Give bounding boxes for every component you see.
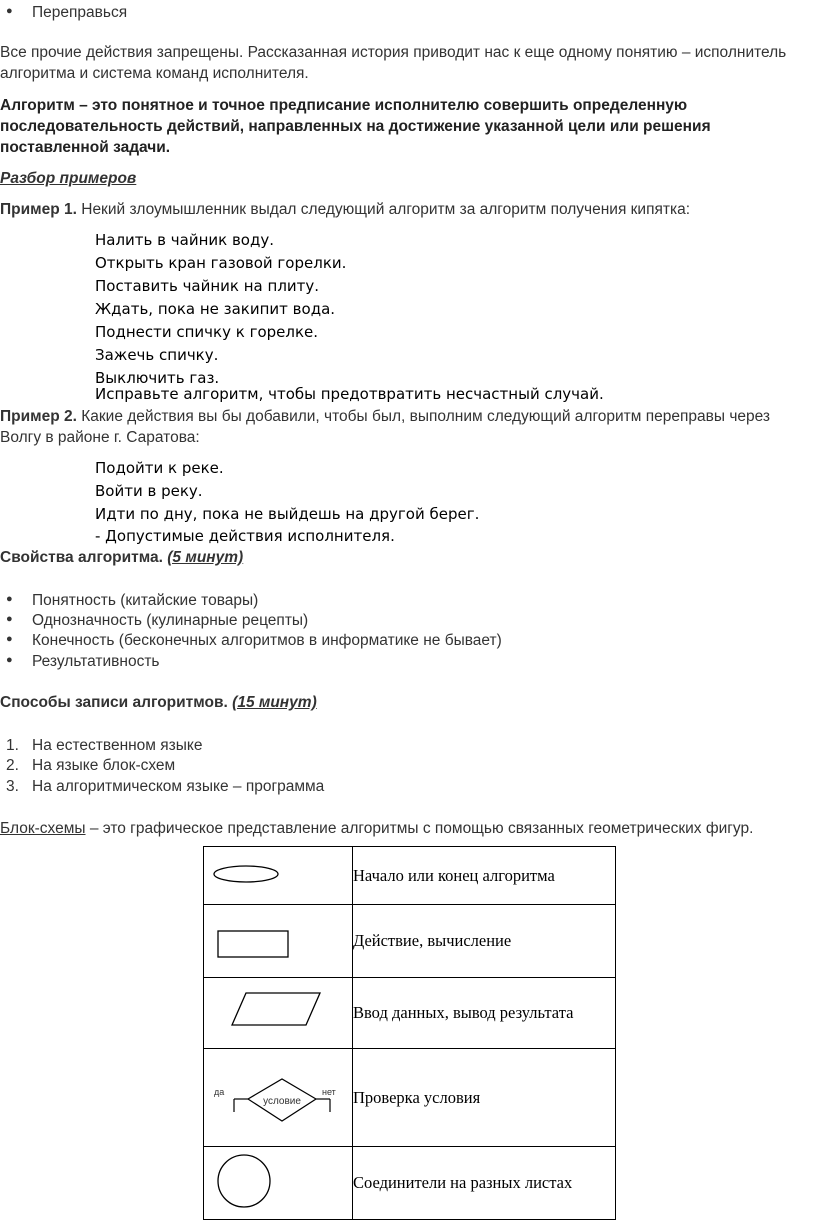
flowchart-definition <box>0 818 753 839</box>
properties-heading <box>0 547 243 568</box>
ellipse-shape-icon <box>204 847 352 899</box>
example1-step: Налить в чайник воду. <box>95 231 274 249</box>
notation-heading <box>0 692 317 713</box>
notation-time: (15 минут) <box>232 694 317 711</box>
bullet-dot: ● <box>6 654 13 666</box>
table-row <box>204 978 616 1049</box>
example2-label: Пример 2. <box>0 408 77 425</box>
shape-description: Начало или конец алгоритма <box>353 847 616 905</box>
examples-heading <box>0 168 136 189</box>
list-number: 1. <box>6 737 19 754</box>
property-item: Конечность (бесконечных алгоритмов в информатике не бывает) <box>32 632 502 649</box>
table-row <box>204 847 616 905</box>
parallelogram-shape-icon <box>204 978 352 1043</box>
example2-step: Подойти к реке. <box>95 459 224 477</box>
properties-heading-text: Свойства алгоритма. <box>0 549 163 566</box>
notation-item: На языке блок-схем <box>32 757 176 774</box>
example1-task: Исправьте алгоритм, чтобы предотвратить несчастный случай. <box>95 385 604 403</box>
example2-step: Идти по дну, пока не выйдешь на другой берег. <box>95 505 480 523</box>
shape-cell <box>204 847 353 905</box>
shape-description: Ввод данных, вывод результата <box>353 978 616 1049</box>
shape-cell <box>204 905 353 978</box>
example1-text: Некий злоумышленник выдал следующий алгоритм за алгоритм получения кипятка: <box>76 201 691 218</box>
bullet-dot: ● <box>6 613 13 625</box>
intro-paragraph: Все прочие действия запрещены. Рассказанная история приводит нас к еще одному понятию – исполнитель алгоритма и система команд исполнителя. <box>0 44 787 82</box>
notation-heading-text: Способы записи алгоритмов. <box>0 694 228 711</box>
flowchart-term: Блок-схемы <box>0 820 86 837</box>
properties-time: (5 минут) <box>167 549 244 566</box>
shape-cell <box>204 978 353 1049</box>
example1-label: Пример 1. <box>0 201 77 218</box>
flowchart-rest: – это графическое представление алгоритмы с помощью связанных геометрических фигур. <box>85 820 754 837</box>
bullet-dot: ● <box>6 593 13 605</box>
table-row <box>204 1049 616 1147</box>
shape-cell <box>204 1147 353 1220</box>
no-label: нет <box>322 1087 336 1097</box>
example1-step: Открыть кран газовой горелки. <box>95 254 347 272</box>
shape-description: Соединители на разных листах <box>353 1147 616 1220</box>
bullet-dot: ● <box>6 633 13 645</box>
example1-step: Поднести спичку к горелке. <box>95 323 319 341</box>
decision-diamond-icon <box>204 1049 352 1141</box>
example1-step: Ждать, пока не закипит вода. <box>95 300 336 318</box>
algorithm-definition: Алгоритм – это понятное и точное предписание исполнителю совершить определенную последовательность действий, направленных на достижение указанной цели или решения поставленной задачи. <box>0 97 711 156</box>
example2-step: - Допустимые действия исполнителя. <box>95 527 395 545</box>
examples-heading-text: Разбор примеров <box>0 170 137 187</box>
example1-step: Зажечь спичку. <box>95 346 219 364</box>
flowchart-shapes-table <box>203 846 616 1220</box>
property-item: Понятность (китайские товары) <box>32 592 259 609</box>
example1-step: Выключить газ. <box>95 369 220 387</box>
list-number: 3. <box>6 778 19 795</box>
shape-description: Проверка условия <box>353 1049 616 1147</box>
bullet-dot: ● <box>6 5 13 17</box>
property-item: Однозначность (кулинарные рецепты) <box>32 612 309 629</box>
yes-label: да <box>214 1087 225 1097</box>
list-number: 2. <box>6 757 19 774</box>
example1-intro <box>0 199 690 220</box>
property-item: Результативность <box>32 653 160 670</box>
example1-step: Поставить чайник на плиту. <box>95 277 320 295</box>
example2-intro <box>0 406 810 448</box>
table-row <box>204 905 616 978</box>
notation-item: На естественном языке <box>32 737 203 754</box>
shape-cell <box>204 1049 353 1147</box>
diamond-label: условие <box>263 1096 301 1107</box>
table-row <box>204 1147 616 1220</box>
connector-circle-icon <box>204 1147 352 1214</box>
example2-step: Войти в реку. <box>95 482 203 500</box>
shape-description: Действие, вычисление <box>353 905 616 978</box>
top-bullet-item: Переправься <box>32 4 128 21</box>
notation-item: На алгоритмическом языке – программа <box>32 778 325 795</box>
rectangle-shape-icon <box>204 905 352 972</box>
example2-text: Какие действия вы бы добавили, чтобы был, выполним следующий алгоритм переправы через Волгу в районе г. Саратова: <box>0 408 771 446</box>
